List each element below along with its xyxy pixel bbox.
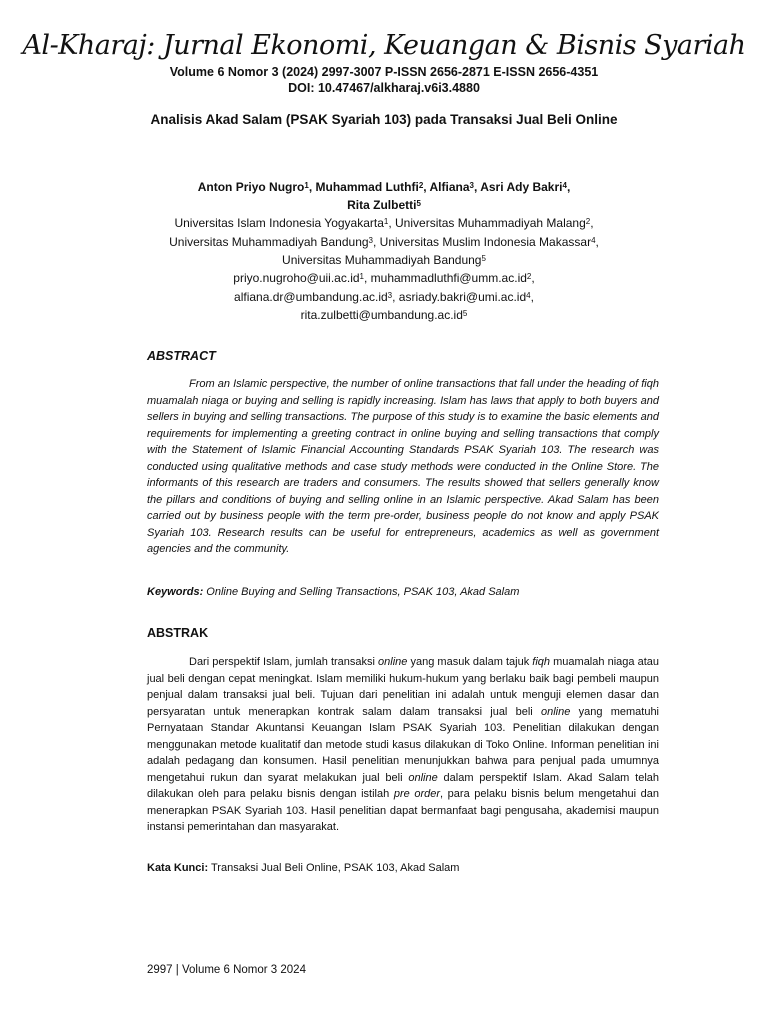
author-line-2	[0, 195, 768, 214]
author-sup: 2	[418, 181, 424, 190]
affiliation-text: Universitas Muhammadiyah Bandung	[169, 234, 369, 249]
abstrak-segment: muamalah niaga atau jual beli dengan cepat meningkat. Islam memiliki hukum-hukum yang berlaku baik bagi pembeli maupun penjual dalam transaksi jual beli. Tujuan dari penelitian ini adalah untuk menguji elemen dasar dan persyaratan untuk menerapkan kontrak salam dalam transaksi jual beli	[147, 656, 659, 718]
affiliation-sup: 3	[368, 235, 373, 245]
author-sep: ,	[308, 180, 316, 194]
email-text: , muhammadluthfi@umm.ac.id	[364, 271, 527, 285]
email-text: ,	[531, 271, 535, 285]
email-sup: 1	[359, 272, 364, 281]
author-sup: 3	[469, 181, 474, 190]
page-footer: 2997 | Volume 6 Nomor 3 2024	[147, 964, 306, 976]
affiliation-sup: 1	[383, 217, 389, 226]
email-text: , asriady.bakri@umi.ac.id	[392, 289, 527, 304]
author-sep: ,	[473, 180, 481, 194]
email-text: alfiana.dr@umbandung.ac.id	[234, 289, 388, 304]
abstract-text	[147, 376, 659, 558]
abstrak-segment: dalam perspektif Islam. Akad Salam telah dilakukan oleh para pelaku bisnis dengan istilah	[147, 771, 659, 800]
article-title: Analisis Akad Salam (PSAK Syariah 103) pada Transaksi Jual Beli Online	[150, 112, 618, 127]
affiliation-text: ,	[595, 234, 599, 249]
email-sup: 4	[526, 290, 531, 300]
affiliation-text: Universitas Islam Indonesia Yogyakarta	[174, 216, 384, 230]
author-name: Alfiana	[429, 180, 470, 194]
author-name: Muhammad Luthfi	[315, 180, 419, 194]
abstrak-heading: ABSTRAK	[147, 626, 209, 640]
abstrak-segment: Dari perspektif Islam, jumlah transaksi	[189, 656, 379, 668]
keywords-line	[147, 584, 659, 600]
author-sep: ,	[566, 180, 571, 194]
author-sup: 5	[416, 199, 421, 208]
abstrak-segment: yang mematuhi Pernyataan Standar Akuntansi Keuangan Islam PSAK Syariah 103. Penelitian dilakukan dengan menggunakan metode kualitatif dan metode studi kasus dilakukan di Toko Online. Informan penelitian ini adalah pedagang dan konsumen. Hasil penelitian menunjukkan bahwa para penjual pada umumnya mengetahui rukun dan syarat melakukan jual beli	[147, 705, 659, 784]
affiliation-line	[0, 232, 768, 251]
affiliation-sup: 4	[591, 235, 596, 245]
abstract-body: From an Islamic perspective, the number of online transactions that fall under the heading of fiqh muamalah niaga or buying and selling is rapidly increasing. Islam has laws that apply to both buyers and sellers in buying and selling transactions. The purpose of this study is to examine the basic elements and requirements for implementing a greeting contract in online buying and selling transactions that comply with the Statement of Islamic Financial Accounting Standards PSAK Syariah 103. The research was conducted using qualitative methods and case study methods were conducted in the Online Store. The informants of this research are traders and consumers. The results showed that sellers generally know the pillars and conditions of buying and selling online in an Islamic perspective. Akad Salam has been carried out by business people with the term pre-order, business people do not know and apply PSAK Syariah 103. Research results can be useful for entrepreneurs, academics as well as government agencies and the community.	[147, 378, 659, 555]
affiliation-text: , Universitas Muhammadiyah Malang	[388, 216, 586, 230]
author-line	[0, 177, 768, 196]
affiliation-sup: 5	[481, 254, 486, 263]
email-line	[0, 305, 768, 324]
kata-kunci-label: Kata Kunci:	[147, 862, 209, 874]
author-sup: 4	[562, 181, 567, 190]
abstrak-italic-term: pre order	[393, 788, 441, 800]
affiliation-text: Universitas Muhammadiyah Bandung	[282, 253, 482, 267]
author-name: Anton Priyo Nugro	[197, 180, 305, 194]
author-name: Asri Ady Bakri	[480, 180, 563, 194]
email-sup: 3	[387, 290, 393, 300]
email-sup: 2	[526, 272, 532, 281]
author-sup: 1	[304, 181, 309, 190]
email-text: priyo.nugroho@uii.ac.id	[233, 271, 360, 285]
abstrak-italic-term: online	[541, 705, 571, 718]
abstrak-segment: yang masuk dalam tajuk	[407, 656, 533, 668]
abstrak-italic-term: fiqh	[532, 656, 551, 668]
author-name: Rita Zulbetti	[347, 198, 417, 212]
email-sup: 5	[462, 309, 468, 318]
email-line	[0, 287, 768, 306]
affiliation-text: ,	[590, 216, 594, 230]
email-line	[0, 268, 768, 287]
affiliation-sup: 2	[585, 217, 591, 226]
author-sep: ,	[423, 180, 430, 194]
volume-issn-line: Volume 6 Nomor 3 (2024) 2997-3007 P-ISSN 2656-2871 E-ISSN 2656-4351	[169, 65, 599, 79]
abstrak-italic-term: online	[408, 771, 438, 784]
doi-line: DOI: 10.47467/alkharaj.v6i3.4880	[288, 81, 480, 95]
affiliation-line	[0, 213, 768, 232]
abstrak-segment: , para pelaku bisnis belum mengetahui dan menerapkan PSAK Syariah 103. Hasil penelitian dapat bermanfaat bagi pengusaha, akademisi maupun instansi pemerintahan dan masyarakat.	[147, 788, 659, 833]
affiliation-line	[0, 250, 768, 269]
abstract-heading: ABSTRACT	[147, 349, 216, 363]
email-text: ,	[530, 289, 534, 304]
kata-kunci-line	[147, 860, 659, 876]
keywords-label: Keywords:	[147, 586, 204, 598]
keywords-value: Online Buying and Selling Transactions, PSAK 103, Akad Salam	[203, 586, 520, 598]
kata-kunci-value: Transaksi Jual Beli Online, PSAK 103, Akad Salam	[208, 862, 460, 874]
affiliation-text: , Universitas Muslim Indonesia Makassar	[373, 234, 592, 249]
abstrak-text	[147, 654, 659, 836]
abstrak-italic-term: online	[378, 656, 408, 668]
email-text: rita.zulbetti@umbandung.ac.id	[300, 308, 463, 322]
journal-title: Al-Kharaj: Jurnal Ekonomi, Keuangan & Bisnis Syariah	[22, 30, 746, 61]
